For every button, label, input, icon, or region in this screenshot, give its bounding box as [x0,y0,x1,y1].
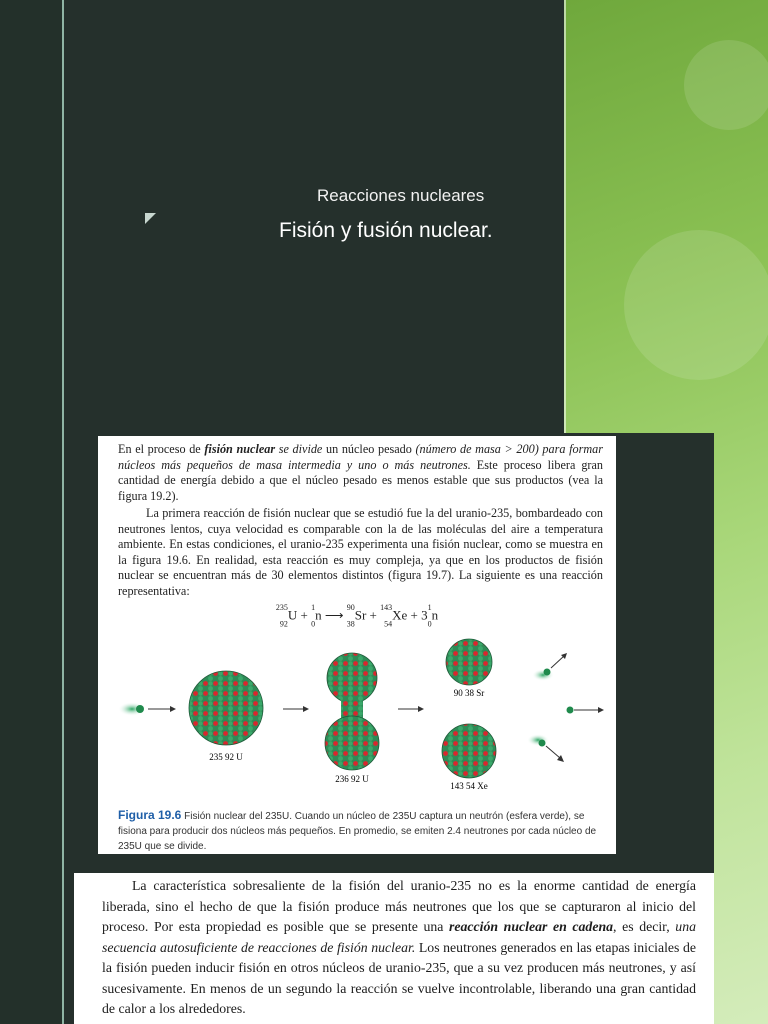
nucleus-u235 [189,671,263,745]
decor-bubble [624,230,768,380]
plus-sign: + [410,607,418,623]
text-run: un núcleo pesado [322,442,416,456]
caption-label: Figura 19.6 [118,808,182,822]
label-u236: 236 92 U [335,774,369,784]
textbook-scan-fission [98,436,616,854]
symbol-n: n [431,607,439,623]
text-run: (número de masa > 200) para formar núcleos más pequeños de masa intermedia y uno o más neutrones. [118,442,603,472]
emitted-neutron [567,707,605,714]
text-run: , es decir, [613,919,676,934]
mass-number: 1 [311,603,316,612]
symbol-n: n [315,607,322,623]
term-fision-nuclear: fisión nuclear [204,442,276,456]
label-sr90: 90 38 Sr [453,688,485,698]
nucleus-sr90 [446,639,492,685]
plus-sign: + [369,607,377,623]
nucleus-xe143 [442,724,496,778]
textbook-scan-chain-reaction [74,873,714,1024]
fission-equation [98,604,616,629]
emitted-neutron [527,734,564,762]
plus-sign: + [300,607,308,623]
mass-number: 143 [380,603,393,612]
symbol-u: U [287,607,298,623]
text-run: La característica sobresaliente de la fisión del uranio-235 no es la enorme cantidad de energía liberada, sino el hecho de que la fisión produce más neutrones que los que se capturaron al inicio del proceso. Por esta propiedad es posible que se presente una [102,878,696,934]
slide-subtitle: Reacciones nucleares [317,186,485,205]
symbol-xe: Xe [392,607,408,623]
incoming-neutron [118,702,146,716]
symbol-sr: Sr [354,607,367,623]
atomic-number: 0 [427,619,432,629]
atomic-number: 54 [384,619,393,629]
emitted-neutron [532,653,567,681]
text-run: Los neutrones generados en las etapas iniciales de la fisión pueden inducir fisión en otros núcleos de uranio-235, que a su vez producen más neutrones, y así sucesivamente. En menos de un segundo la reacción se vuelve incontrolable, liberando una gran cantidad de calor a los alrededores. [102,939,697,1016]
fission-figure [98,636,616,806]
figure-caption [118,808,603,854]
text-run: En el proceso de [118,442,205,456]
paragraph-uranium-235: La primera reacción de fisión nuclear que se estudió fue la del uranio-235, bombardeado con neutrones lentos, cuya velocidad es comparable con la de las moléculas del aire a temperatura ambiente. En estas condiciones, el uranio-235 experimenta una fisión nuclear, como se muestra en la figura 19.6. En realidad, esta reacción es muy compleja, ya que en los productos de fisión nuclear se encuentran más de 30 elementos distintos (figura 19.7). La siguiente es una reacción representativa: [118,506,603,598]
arrow-icon [148,706,176,712]
paragraph-chain-reaction [102,876,696,1020]
label-u235: 235 92 U [209,752,243,762]
atomic-number: 92 [279,619,288,629]
paragraph-fission-definition [118,442,603,504]
slide-title: Fisión y fusión nuclear. [279,219,493,242]
arrow-icon [398,706,424,712]
corner-triangle-icon [145,213,156,224]
chain-reaction-definition: una secuencia autosuficiente de reacciones de fisión nuclear. [102,919,696,955]
atomic-number: 0 [311,619,316,629]
atomic-number: 38 [346,619,355,629]
reaction-arrow: ⟶ [324,607,344,623]
nucleus-u236 [325,653,379,770]
arrow-icon [283,706,309,712]
text-run: Este proceso libera gran cantidad de energía debido a que el núcleo pesado es menos estable que sus productos (vea la figura 19.2). [118,457,603,503]
mass-number: 90 [346,603,355,612]
caption-text: Fisión nuclear del 235U. Cuando un núcleo de 235U captura un neutrón (esfera verde), se fisiona para producir dos núcleos más pequeños. En promedio, se emiten 2.4 neutrones por cada núcleo de 235U que se divide. [118,811,597,852]
label-xe143: 143 54 Xe [450,781,488,791]
fission-diagram [98,636,616,806]
mass-number: 1 [427,603,432,612]
text-run: se divide [275,442,323,456]
mass-number: 235 [275,603,288,612]
term-reaccion-en-cadena: reacción nuclear en cadena [449,919,614,934]
decor-bubble [684,40,768,130]
coefficient: 3 [421,607,428,623]
